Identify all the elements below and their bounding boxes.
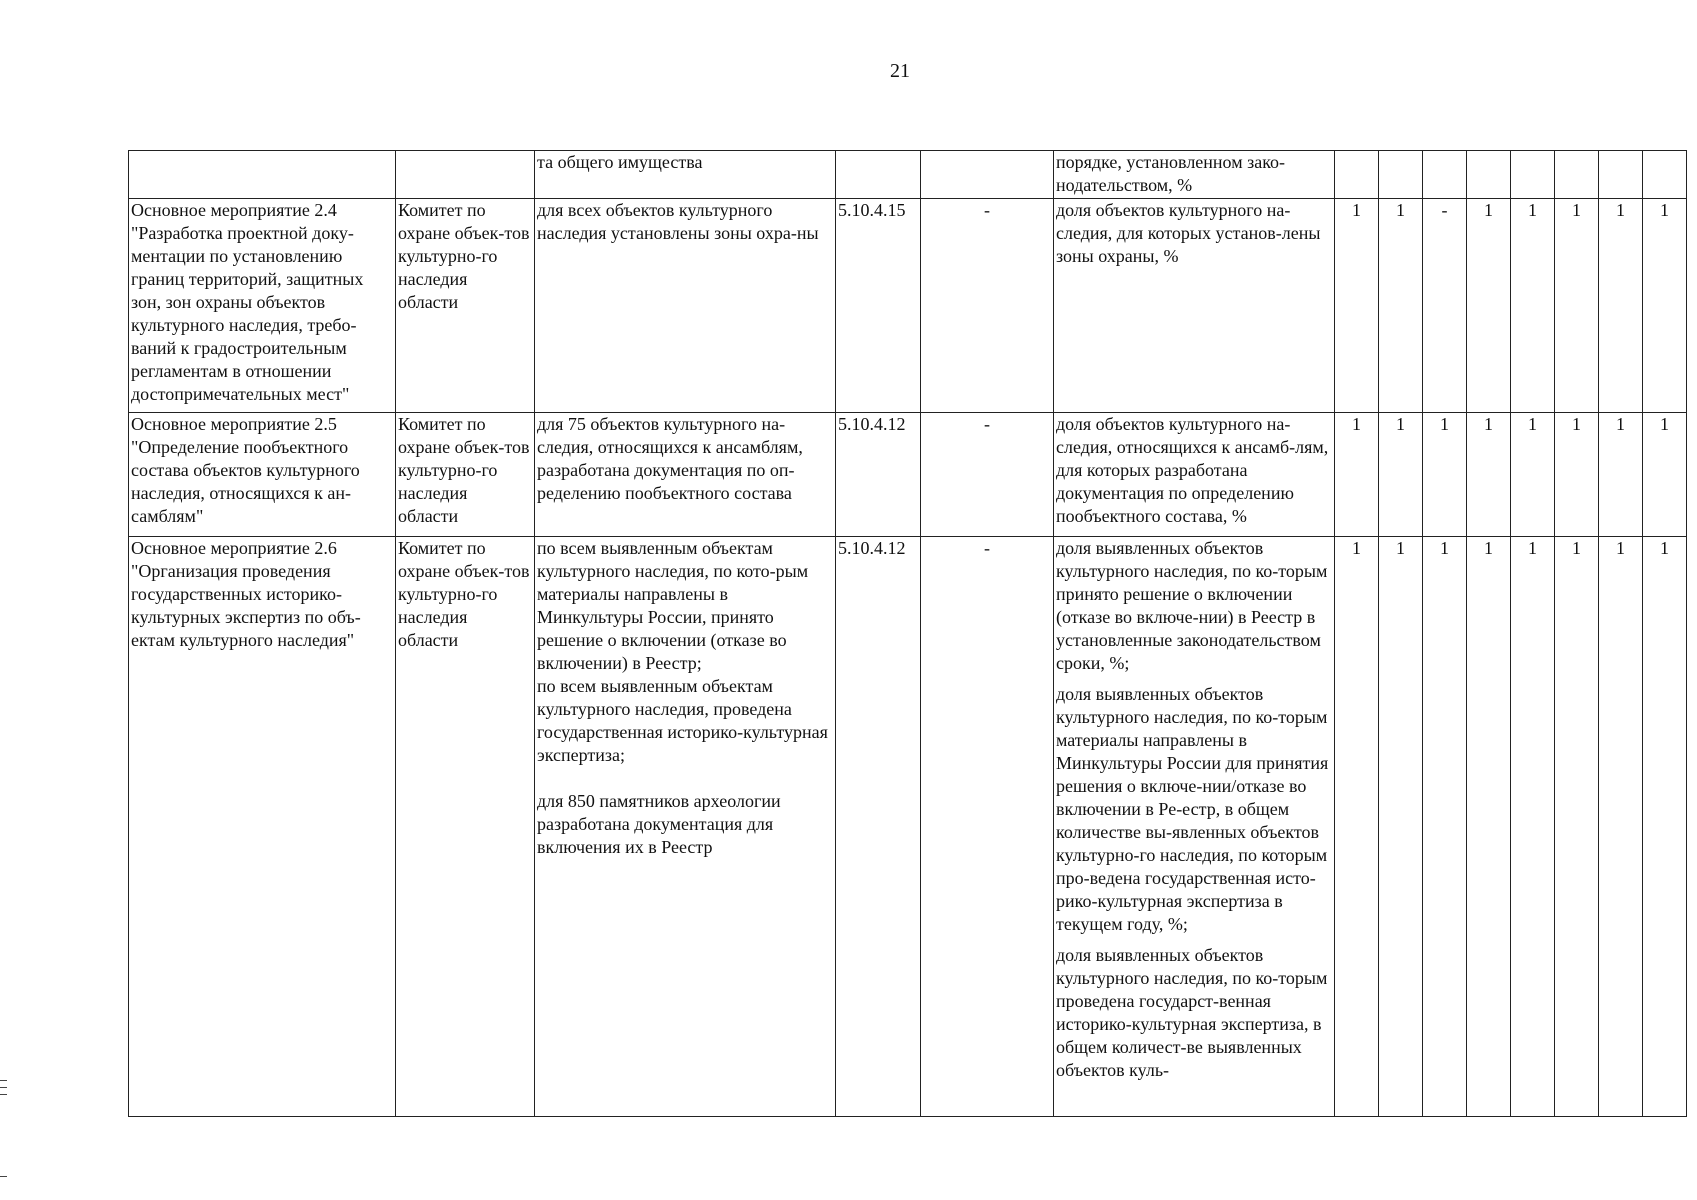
value-cell: -	[1423, 199, 1467, 413]
indicator-text: доля объектов культурного на-следия, для которых установ-лены зоны охраны, %	[1056, 200, 1321, 266]
margin-mark	[0, 1080, 7, 1081]
executor-cell: Комитет по охране объек-тов культурно-го наследия области	[396, 537, 535, 1117]
value-cell: 1	[1599, 199, 1643, 413]
indicator-cell	[1054, 537, 1335, 1117]
result-cell	[535, 413, 836, 537]
code-cell: 5.10.4.12	[836, 413, 921, 537]
indicator-text: доля объектов культурного на-следия, относящихся к ансамб-лям, для которых разработана документация по определению пообъектного состава, %	[1056, 414, 1329, 526]
value-cell: 1	[1555, 199, 1599, 413]
event-cell: Основное мероприятие 2.4 "Разработка проектной доку-ментации по установлению границ территорий, защитных зон, зон охраны объектов культурного наследия, требо-ваний к градостроительным регламентам в отношении достопримечательных мест"	[129, 199, 396, 413]
value-cell	[1335, 151, 1379, 199]
result-text: для 75 объектов культурного на-следия, относящихся к ансамблям, разработана документация по оп-ределению пообъектного состава	[537, 414, 803, 503]
margin-mark	[0, 1094, 7, 1095]
value-cell: 1	[1423, 413, 1467, 537]
value-cell	[1379, 151, 1423, 199]
value-cell: 1	[1379, 413, 1423, 537]
value-cell	[1511, 151, 1555, 199]
value-cell: 1	[1511, 413, 1555, 537]
value-cell: 1	[1379, 537, 1423, 1117]
value-cell: 1	[1643, 199, 1687, 413]
value-cell: 1	[1379, 199, 1423, 413]
indicator-cell	[1054, 151, 1335, 199]
table-row	[129, 199, 1687, 413]
value-cell: 1	[1335, 413, 1379, 537]
result-cell	[535, 199, 836, 413]
code-cell	[836, 151, 921, 199]
indicator-text: доля выявленных объектов культурного наследия, по ко-торым проведена государст-венная историко-культурная экспертиза, в общем количест-ве выявленных объектов куль-	[1056, 945, 1328, 1080]
value-cell: 1	[1643, 537, 1687, 1117]
event-cell: Основное мероприятие 2.5 "Определение пообъектного состава объектов культурного наследия, относящихся к ан-самблям"	[129, 413, 396, 537]
dash-cell: -	[921, 537, 1054, 1117]
margin-mark	[0, 1176, 7, 1177]
indicator-text: порядке, установленном зако-нодательством, %	[1056, 152, 1286, 195]
indicator-text: доля выявленных объектов культурного наследия, по ко-торым принято решение о включении (отказе во включе-нии) в Реестр в установленные законодательством сроки, %;	[1056, 538, 1328, 673]
value-cell	[1423, 151, 1467, 199]
value-cell: 1	[1467, 537, 1511, 1117]
program-table	[128, 150, 1687, 1117]
margin-mark	[0, 1087, 7, 1088]
value-cell: 1	[1643, 413, 1687, 537]
value-cell: 1	[1423, 537, 1467, 1117]
code-cell: 5.10.4.12	[836, 537, 921, 1117]
result-cell	[535, 151, 836, 199]
result-text: по всем выявленным объектам культурного наследия, проведена государственная историко-культурная экспертиза;	[537, 676, 828, 765]
value-cell: 1	[1467, 413, 1511, 537]
result-cell	[535, 537, 836, 1117]
executor-cell	[396, 151, 535, 199]
indicator-cell	[1054, 199, 1335, 413]
event-cell	[129, 151, 396, 199]
value-cell: 1	[1555, 413, 1599, 537]
executor-cell: Комитет по охране объек-тов культурно-го наследия области	[396, 199, 535, 413]
indicator-text: доля выявленных объектов культурного наследия, по ко-торым материалы направлены в Минкультуры России для принятия решения о включе-нии/отказе во включении в Ре-естр, в общем количестве вы-явленных объектов культурно-го наследия, по которым про-ведена государственная исто-рико-культурная экспертиза в текущем году, %;	[1056, 684, 1329, 934]
result-text: для 850 памятников археологии разработана документация для включения их в Реестр	[537, 791, 781, 857]
table-row	[129, 413, 1687, 537]
executor-cell: Комитет по охране объек-тов культурно-го наследия области	[396, 413, 535, 537]
code-cell: 5.10.4.15	[836, 199, 921, 413]
value-cell: 1	[1335, 199, 1379, 413]
event-cell: Основное мероприятие 2.6 "Организация проведения государственных историко-культурных экспертиз по объ-ектам культурного наследия"	[129, 537, 396, 1117]
value-cell	[1555, 151, 1599, 199]
table-row	[129, 151, 1687, 199]
value-cell: 1	[1599, 537, 1643, 1117]
result-text: по всем выявленным объектам культурного наследия, по кото-рым материалы направлены в Минкультуры России, принято решение о включении (отказе во включении) в Реестр;	[537, 538, 809, 673]
table-row	[129, 537, 1687, 1117]
value-cell: 1	[1511, 537, 1555, 1117]
value-cell: 1	[1467, 199, 1511, 413]
value-cell: 1	[1335, 537, 1379, 1117]
indicator-cell	[1054, 413, 1335, 537]
result-text: для всех объектов культурного наследия установлены зоны охра-ны	[537, 200, 819, 243]
result-text: та общего имущества	[537, 152, 703, 172]
value-cell: 1	[1555, 537, 1599, 1117]
spacer	[537, 767, 833, 790]
page-number: 21	[890, 60, 910, 82]
value-cell: 1	[1511, 199, 1555, 413]
value-cell	[1599, 151, 1643, 199]
value-cell	[1643, 151, 1687, 199]
dash-cell: -	[921, 413, 1054, 537]
value-cell	[1467, 151, 1511, 199]
dash-cell: -	[921, 199, 1054, 413]
value-cell: 1	[1599, 413, 1643, 537]
dash-cell	[921, 151, 1054, 199]
